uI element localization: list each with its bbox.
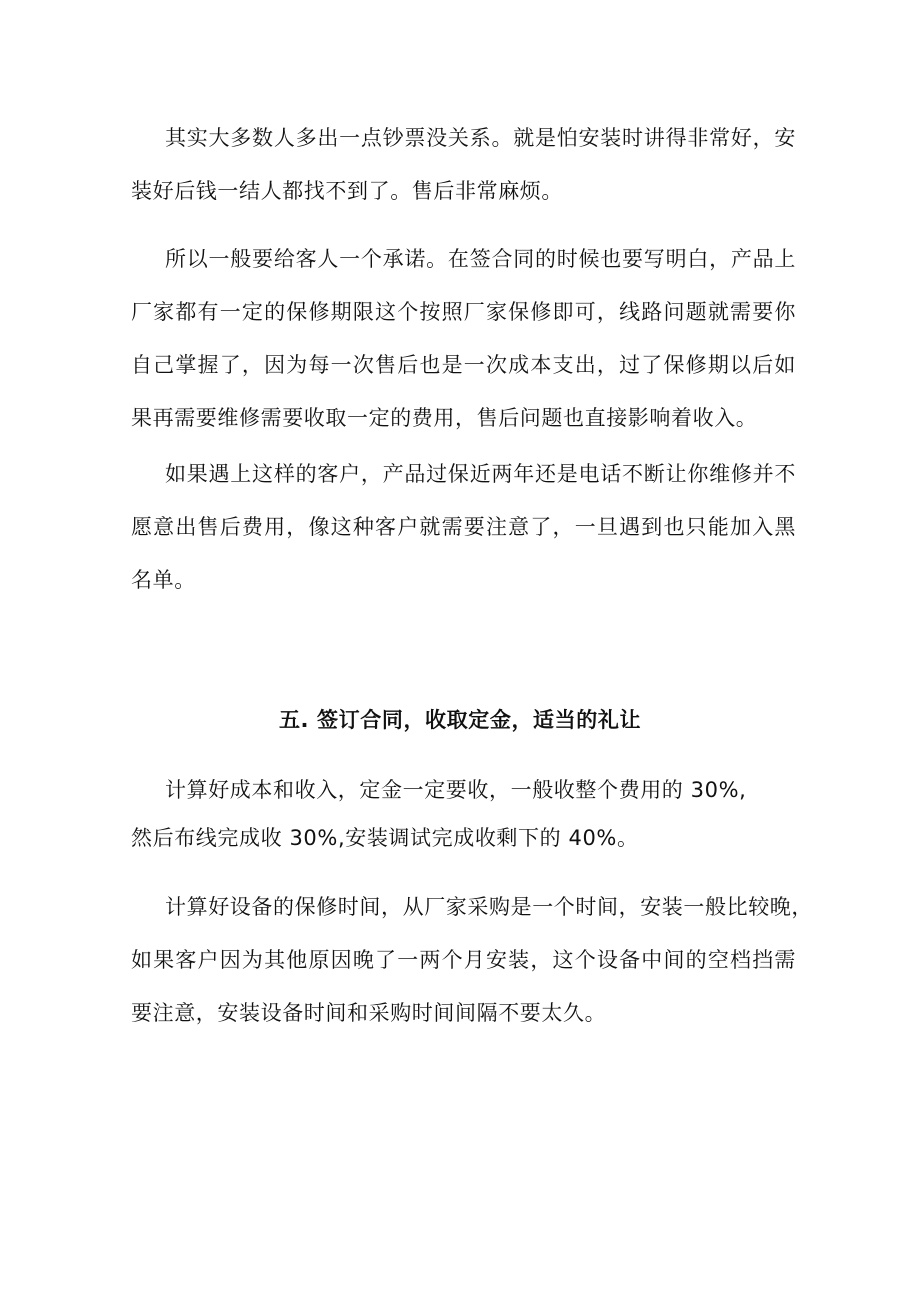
paragraph-line: 要注意，安装设备时间和采购时间间隔不要太久。 <box>131 1001 607 1025</box>
paragraph-line: 厂家都有一定的保修期限这个按照厂家保修即可，线路问题就需要你 <box>131 300 796 324</box>
paragraph-line: 其实大多数人多出一点钞票没关系。就是怕安装时讲得非常好，安 <box>165 126 796 150</box>
section-heading: 五. 签订合同，收取定金，适当的礼让 <box>278 708 642 732</box>
paragraph-line: 然后布线完成收 30%,安装调试完成收剩下的 40%。 <box>131 826 639 850</box>
paragraph-line: 装好后钱一结人都找不到了。售后非常麻烦。 <box>131 179 563 203</box>
paragraph-3 <box>131 456 796 598</box>
paragraph-5 <box>131 889 813 1031</box>
paragraph-4 <box>131 772 796 856</box>
paragraph-line: 计算好设备的保修时间，从厂家采购是一个时间，安装一般比较晚， <box>165 895 813 919</box>
paragraph-line: 愿意出售后费用，像这种客户就需要注意了，一旦遇到也只能加入黑 <box>131 515 796 539</box>
paragraph-line: 如果遇上这样的客户，产品过保近两年还是电话不断让你维修并不 <box>165 462 796 486</box>
paragraph-line: 计算好成本和收入，定金一定要收，一般收整个费用的 30%, <box>165 778 747 802</box>
paragraph-2 <box>131 241 796 436</box>
paragraph-line: 果再需要维修需要收取一定的费用，售后问题也直接影响着收入。 <box>131 406 758 430</box>
paragraph-line: 如果客户因为其他原因晚了一两个月安装，这个设备中间的空档挡需 <box>131 948 796 972</box>
paragraph-line: 所以一般要给客人一个承诺。在签合同的时候也要写明白，产品上 <box>165 247 796 271</box>
paragraph-line: 自己掌握了，因为每一次售后也是一次成本支出，过了保修期以后如 <box>131 353 796 377</box>
paragraph-line: 名单。 <box>131 568 196 592</box>
paragraph-1 <box>131 120 796 209</box>
